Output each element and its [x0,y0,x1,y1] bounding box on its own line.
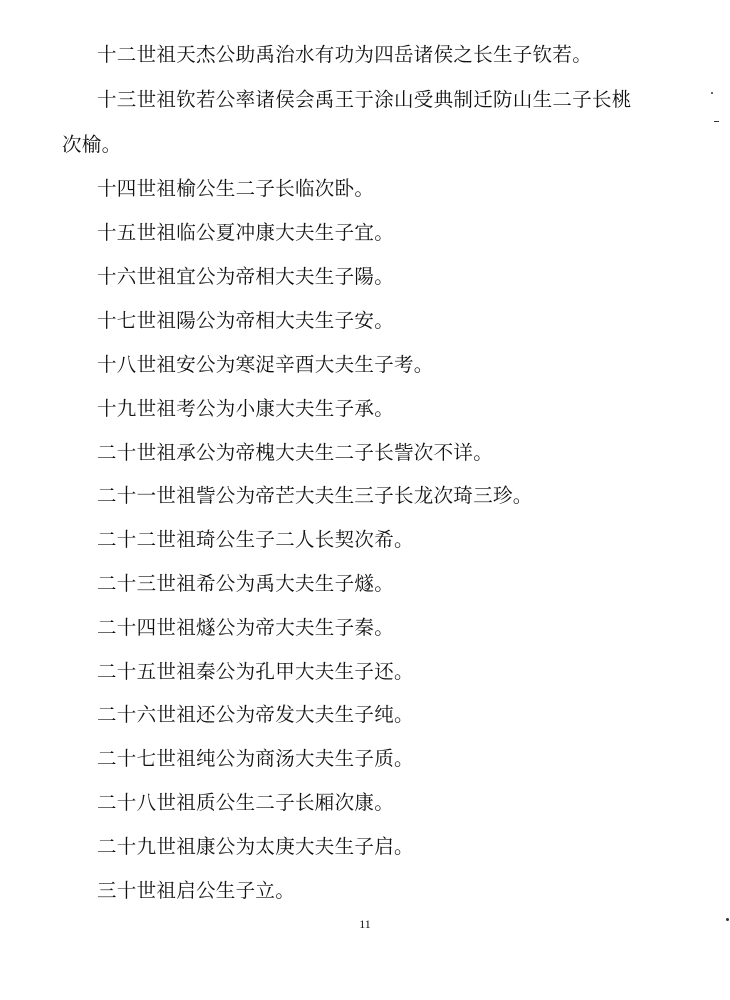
text-line-18: 二十八世祖质公生二子长厢次康。 [97,791,395,814]
scan-speck [726,918,729,921]
text-line-20: 三十世祖启公生子立。 [97,879,296,902]
text-line-13: 二十三世祖希公为禹大夫生子燧。 [97,572,395,595]
text-line-12: 二十二世祖琦公生子二人长契次希。 [97,528,414,551]
text-line-16: 二十六世祖还公为帝发大夫生子纯。 [97,703,414,726]
text-line-6: 十六世祖宜公为帝相大夫生子陽。 [97,265,395,288]
text-line-10: 二十世祖承公为帝槐大夫生二子长訾次不详。 [97,441,494,464]
text-line-19: 二十九世祖康公为太庚大夫生子启。 [97,835,414,858]
scan-speck [711,92,713,94]
text-line-8: 十八世祖安公为寒浞辛酉大夫生子考。 [97,353,434,376]
text-line-11: 二十一世祖訾公为帝芒大夫生三子长龙次琦三珍。 [97,484,533,507]
text-line-9: 十九世祖考公为小康大夫生子承。 [97,397,395,420]
text-line-4: 十四世祖榆公生二子长临次卧。 [97,177,375,200]
text-line-3: 次榆。 [62,133,122,156]
page-number: 11 [359,917,371,931]
text-line-5: 十五世祖临公夏冲康大夫生子宜。 [97,221,395,244]
text-line-17: 二十七世祖纯公为商汤大夫生子质。 [97,747,414,770]
text-line-7: 十七世祖陽公为帝相大夫生子安。 [97,309,395,332]
text-line-14: 二十四世祖燧公为帝大夫生子秦。 [97,616,395,639]
text-line-15: 二十五世祖秦公为孔甲大夫生子还。 [97,660,414,683]
text-line-1: 十二世祖天杰公助禹治水有功为四岳诸侯之长生子钦若。 [97,43,593,66]
text-line-2: 十三世祖钦若公率诸侯会禹王于涂山受典制迁防山生二子长桃 [97,88,632,111]
scan-speck [714,121,719,122]
